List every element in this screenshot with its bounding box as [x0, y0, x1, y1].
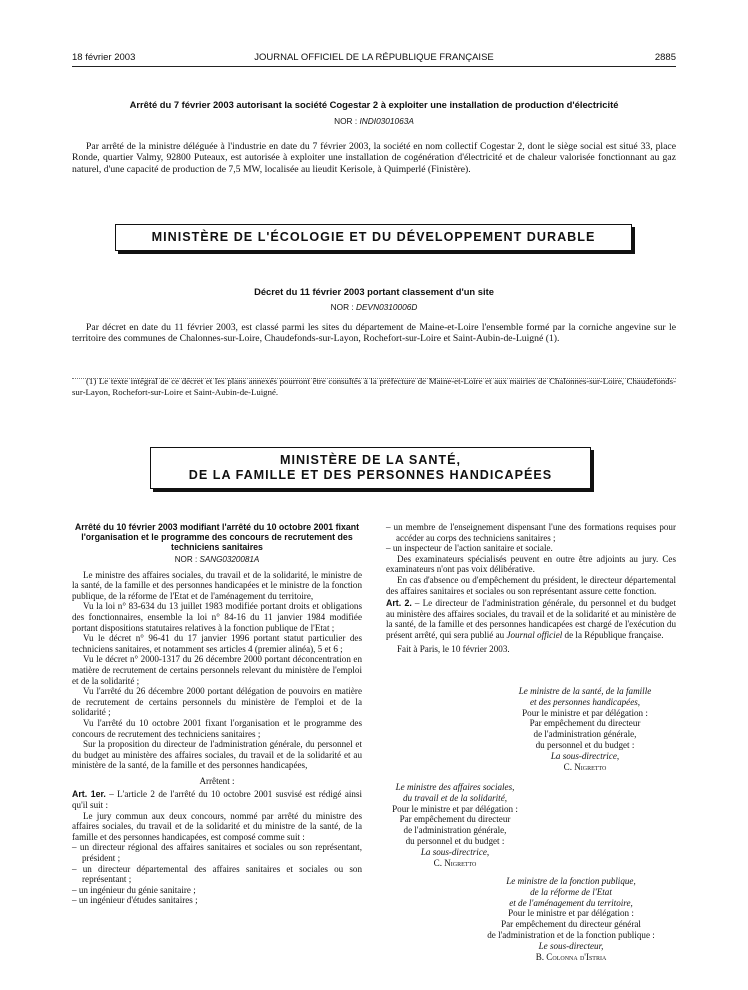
- ministry-sante-box: [150, 447, 591, 489]
- paragraph-vu-loi: Vu la loi n° 83-634 du 13 juillet 1983 modifiée portant droits et obligations des fonctionnaires, ensemble la loi n° 84-16 du 11 janvier 1984 modifiée portant dispositions statutaires relatives à la fonction publique de l'Etat ;: [72, 601, 362, 633]
- left-column: [72, 522, 362, 906]
- signature-sante: Le ministre de la santé, de la famille et des personnes handicapées, Pour le ministre et par délégation : Par empêchement du directeur de l'administration générale, du personnel et du budget : La sous-directrice, C. Nigretto: [518, 686, 652, 772]
- arrete-cogestar-title: Arrêté du 7 février 2003 autorisant la société Cogestar 2 à exploiter une installation de production d'électricité: [129, 99, 619, 110]
- paragraph-examinateurs: Des examinateurs spécialisés peuvent en outre être adjoints au jury. Ces examinateurs n'ont pas voix délibérative.: [386, 553, 676, 575]
- arrete-techniciens-title: Arrêté du 10 février 2003 modifiant l'arrêté du 10 octobre 2001 fixant l'organisation et le programme des concours de recrutement des techniciens sanitaires: [74, 522, 360, 553]
- header-journal: JOURNAL OFFICIEL DE LA RÉPUBLIQUE FRANÇAISE: [254, 52, 494, 63]
- header-date: 18 février 2003: [72, 52, 136, 63]
- header-page-number: 2885: [654, 52, 676, 63]
- paragraph-vu-decret-2000: Vu le décret n° 2000-1317 du 26 décembre 2000 portant déconcentration en matière de recrutement de certains personnels relevant du ministère de l'emploi et de la solidarité ;: [72, 654, 362, 686]
- arrete-cogestar-body: Par arrêté de la ministre déléguée à l'industrie en date du 7 février 2003, la société en nom collectif Cogestar 2, dont le siège social est situé 33, place Ronde, quartier Valmy, 92800 Puteaux, est autorisée à exploiter une installation de cogénération d'électricité et de chaleur valorisée fonctionnant au gaz naturel, d'une capacité de production de 7,5 MW, localisée au lieudit Kerisole, à Quimperlé (Finistère).: [72, 141, 676, 175]
- paragraph-jury: Le jury commun aux deux concours, nommé par arrêté du ministre des affaires sociales, du travail et de la solidarité et du ministre de la santé, de la famille et des personnes handicapées, est composé comme suit :: [72, 810, 362, 842]
- ministry-ecologie-heading: MINISTÈRE DE L'ÉCOLOGIE ET DU DÉVELOPPEMENT DURABLE: [151, 230, 596, 244]
- list-item-directeur: – un directeur départemental des affaires sanitaires et sociales ou son représentant ;: [72, 863, 362, 885]
- paragraph-ministres: Le ministre des affaires sociales, du travail et de la solidarité, le ministre de la santé, de la famille et des personnes handicapées et le ministre de la fonction publique, de la réforme de l'Etat et de l'aménagement du territoire,: [72, 569, 362, 601]
- ministry-ecologie-box: [115, 224, 632, 251]
- decret-body: Par décret en date du 11 février 2003, est classé parmi les sites du département de Maine-et-Loire l'ensemble formé par la corniche angevine sur le territoire des communes de Chalonnes-sur-Loire, Chaudefonds-sur-Layon, Rochefort-sur-Loire et Saint-Aubin-de-Luigné (1).: [72, 322, 676, 345]
- list-item-enseignement: – un membre de l'enseignement dispensant l'une des formations requises pour accéder au corps des techniciens sanitaires ;: [386, 522, 676, 543]
- right-column: [386, 522, 676, 654]
- paragraph-absence: En cas d'absence ou d'empêchement du président, le directeur départemental des affaires sanitaires et sociales ou son représentant assure cette fonction.: [386, 574, 676, 596]
- arrete-cogestar-nor: NOR : INDI0301063A: [334, 116, 414, 126]
- ministry-sante-heading-line2: DE LA FAMILLE ET DES PERSONNES HANDICAPÉES: [188, 468, 553, 482]
- article-1: Art. 1er. – L'article 2 de l'arrêté du 10 octobre 2001 susvisé est rédigé ainsi qu'il suit :: [72, 789, 362, 811]
- list-item-ingenieur-genie: – un ingénieur du génie sanitaire ;: [72, 884, 196, 895]
- paragraph-vu-arrete-2001: Vu l'arrêté du 10 octobre 2001 fixant l'organisation et le programme des concours de recrutement des techniciens sanitaires ;: [72, 717, 362, 739]
- arretent-heading: Arrêtent :: [199, 775, 235, 786]
- arrete-techniciens-nor: NOR : SANG0320081A: [174, 554, 260, 564]
- list-item-inspecteur: – un inspecteur de l'action sanitaire et sociale.: [386, 543, 553, 554]
- signature-fonction-publique: Le ministre de la fonction publique, de la réforme de l'Etat et de l'aménagement du territoire, Pour le ministre et par délégation : Par empêchement du directeur général de l'administration et de la fonction publique : Le sous-directeur, B. Colonna d'Istria: [487, 876, 655, 962]
- article-2: Art. 2. – Le directeur de l'administration générale, du personnel et du budget au ministère des affaires sociales, du travail et de la solidarité et au ministère de la santé, de la famille et des personnes handicapées est chargé de l'exécution du présent arrêté, qui sera publié au Journal officiel de la République française.: [386, 598, 676, 640]
- decret-nor: NOR : DEVN0310006D: [330, 302, 418, 312]
- ministry-sante-heading-line1: MINISTÈRE DE LA SANTÉ,: [279, 453, 462, 467]
- decret-footnote: (1) Le texte intégral de ce décret et les plans annexés pourront être consultés à la préfecture de Maine-et-Loire et aux mairies de Chalonnes-sur-Loire, Chaudefonds-sur-Layon, Rochefort-sur-Loire et Saint-Aubin-de-Luigné.: [72, 376, 676, 397]
- paragraph-proposition: Sur la proposition du directeur de l'administration générale, du personnel et du budget au ministère des affaires sociales, du travail et de la solidarité et au ministère de la santé, de la famille et des personnes handicapées,: [72, 739, 362, 771]
- paragraph-vu-arrete-2000: Vu l'arrêté du 26 décembre 2000 portant délégation de pouvoirs en matière de recrutement de certains personnels du ministère de l'emploi et de la solidarité ;: [72, 686, 362, 718]
- decret-title: Décret du 11 février 2003 portant classement d'un site: [254, 286, 494, 297]
- list-item-president: – un directeur régional des affaires sanitaires et sociales ou son représentant, président ;: [72, 842, 362, 864]
- paragraph-vu-decret-96: Vu le décret n° 96-41 du 17 janvier 1996 portant statut particulier des techniciens sanitaires, et notamment ses articles 4 (premier alinéa), 5 et 6 ;: [72, 633, 362, 654]
- fait-a-paris: Fait à Paris, le 10 février 2003.: [397, 643, 510, 654]
- list-item-ingenieur-etudes: – un ingénieur d'études sanitaires ;: [72, 895, 198, 906]
- signature-affaires-sociales: Le ministre des affaires sociales, du travail et de la solidarité, Pour le ministre et par délégation : Par empêchement du directeur de l'administration générale, du personnel et du budget : La sous-directrice, C. Nigretto: [392, 782, 518, 868]
- header-rule: [72, 66, 676, 67]
